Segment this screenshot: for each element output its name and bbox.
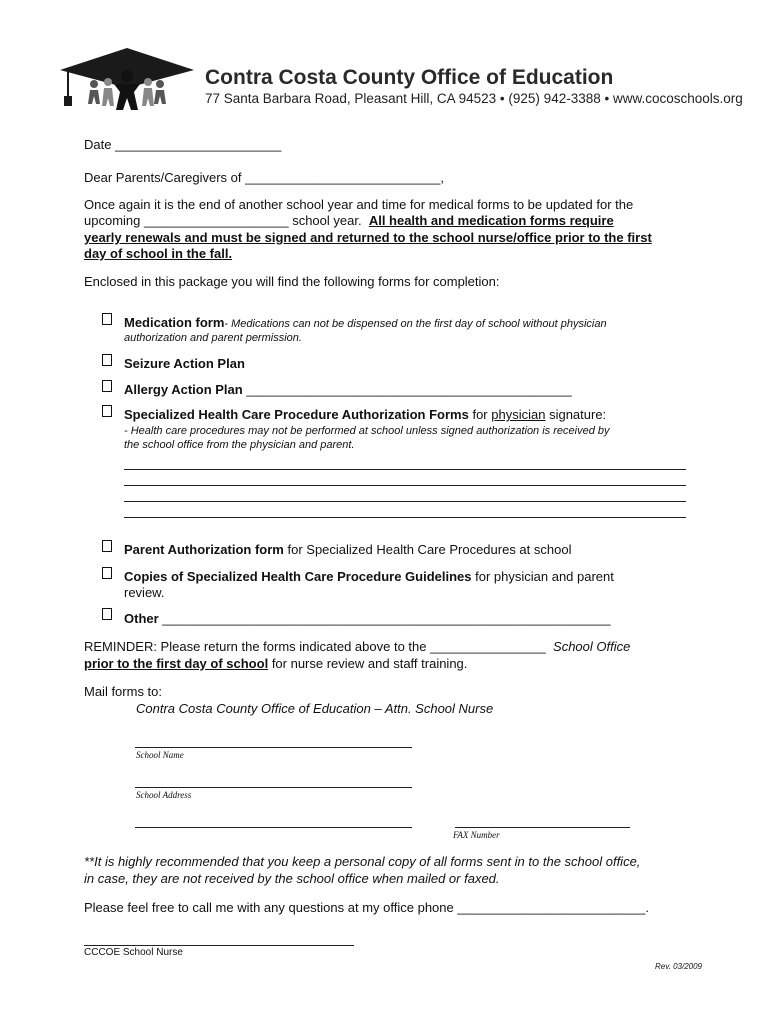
copies-item bbox=[124, 569, 614, 584]
enclosed-text: Enclosed in this package you will find the following forms for completion: bbox=[84, 274, 500, 289]
copies-rest: for physician and parent bbox=[475, 569, 614, 584]
school-name-line[interactable] bbox=[135, 747, 412, 748]
reminder-purpose: for nurse review and staff training. bbox=[271, 656, 468, 671]
reminder-text[interactable]: REMINDER: Please return the forms indicated above to the ________________ bbox=[84, 639, 546, 654]
medication-item bbox=[124, 314, 607, 332]
allergy-blank[interactable]: _____________________________________________ bbox=[246, 382, 572, 397]
parent-auth-title: Parent Authorization form bbox=[124, 542, 284, 557]
reminder-line-2 bbox=[84, 656, 467, 671]
mail-recipient: Contra Costa County Office of Education – Attn. School Nurse bbox=[136, 701, 494, 716]
specialized-note-2: the school office from the physician and parent. bbox=[124, 439, 355, 451]
intro-line-2-text[interactable]: upcoming ____________________ school year. bbox=[84, 213, 362, 228]
specialized-line-1[interactable] bbox=[124, 469, 686, 470]
copies-checkbox[interactable] bbox=[102, 567, 112, 579]
org-name: Contra Costa County Office of Education bbox=[205, 66, 614, 89]
office-phone-line[interactable]: Please feel free to call me with any questions at my office phone __________________________. bbox=[84, 900, 649, 915]
medication-title: Medication form bbox=[124, 315, 225, 330]
intro-line-1: Once again it is the end of another school year and time for medical forms to be updated for the bbox=[84, 197, 634, 212]
other-title: Other bbox=[124, 611, 159, 626]
medication-checkbox[interactable] bbox=[102, 313, 112, 325]
medication-note: - Medications can not be dispensed on the first day of school without physician bbox=[224, 318, 607, 330]
recommend-line-1: **It is highly recommended that you keep a personal copy of all forms sent in to the school office, bbox=[84, 854, 641, 869]
school-address-label: School Address bbox=[136, 790, 192, 800]
reminder-school-office: School Office bbox=[553, 639, 631, 654]
seizure-title: Seizure Action Plan bbox=[124, 356, 245, 371]
specialized-physician: physician bbox=[491, 407, 546, 422]
copies-title: Copies of Specialized Health Care Procedure Guidelines bbox=[124, 569, 472, 584]
specialized-for: for bbox=[472, 407, 488, 422]
intro-line-2 bbox=[84, 213, 614, 228]
school-address-line[interactable] bbox=[135, 787, 412, 788]
allergy-item bbox=[124, 382, 572, 397]
signature-label: CCCOE School Nurse bbox=[84, 947, 183, 958]
specialized-line-4[interactable] bbox=[124, 517, 686, 518]
intro-line-3: yearly renewals and must be signed and returned to the school nurse/office prior to the first bbox=[84, 230, 652, 245]
parent-auth-rest: for Specialized Health Care Procedures at school bbox=[287, 542, 572, 557]
fax-number-line[interactable] bbox=[455, 827, 630, 828]
graduation-cap-children-logo-icon bbox=[56, 44, 198, 114]
specialized-signature: signature: bbox=[549, 407, 607, 422]
signature-line[interactable] bbox=[84, 945, 354, 946]
seizure-checkbox[interactable] bbox=[102, 354, 112, 366]
other-checkbox[interactable] bbox=[102, 608, 112, 620]
parent-auth-item bbox=[124, 542, 571, 557]
reminder-deadline: prior to the first day of school bbox=[84, 656, 269, 671]
intro-line-4: day of school in the fall. bbox=[84, 246, 233, 261]
revision-date: Rev. 03/2009 bbox=[655, 962, 702, 971]
allergy-title: Allergy Action Plan bbox=[124, 382, 243, 397]
date-field[interactable]: Date _______________________ bbox=[84, 137, 282, 152]
copies-line-2: review. bbox=[124, 585, 165, 600]
other-item bbox=[124, 611, 611, 626]
specialized-note-1: - Health care procedures may not be performed at school unless signed authorization is received by bbox=[124, 425, 610, 437]
fax-number-label: FAX Number bbox=[453, 830, 500, 840]
recommend-line-2: in case, they are not received by the school office when mailed or faxed. bbox=[84, 871, 500, 886]
mail-label: Mail forms to: bbox=[84, 684, 163, 699]
medication-note-2: authorization and parent permission. bbox=[124, 332, 302, 344]
specialized-line-2[interactable] bbox=[124, 485, 686, 486]
reminder-line-1 bbox=[84, 639, 630, 654]
specialized-item bbox=[124, 407, 606, 422]
specialized-line-3[interactable] bbox=[124, 501, 686, 502]
allergy-checkbox[interactable] bbox=[102, 380, 112, 392]
school-extra-line[interactable] bbox=[135, 827, 412, 828]
org-address: 77 Santa Barbara Road, Pleasant Hill, CA 94523 • (925) 942-3388 • www.cocoschools.org bbox=[205, 91, 743, 106]
other-blank[interactable]: ______________________________________________________________ bbox=[162, 611, 611, 626]
school-name-label: School Name bbox=[136, 750, 184, 760]
salutation[interactable]: Dear Parents/Caregivers of ___________________________, bbox=[84, 170, 444, 185]
intro-emphasis: All health and medication forms require bbox=[368, 213, 614, 228]
specialized-checkbox[interactable] bbox=[102, 405, 112, 417]
specialized-title: Specialized Health Care Procedure Authorization Forms bbox=[124, 407, 469, 422]
org-logo bbox=[56, 44, 198, 114]
parent-auth-checkbox[interactable] bbox=[102, 540, 112, 552]
